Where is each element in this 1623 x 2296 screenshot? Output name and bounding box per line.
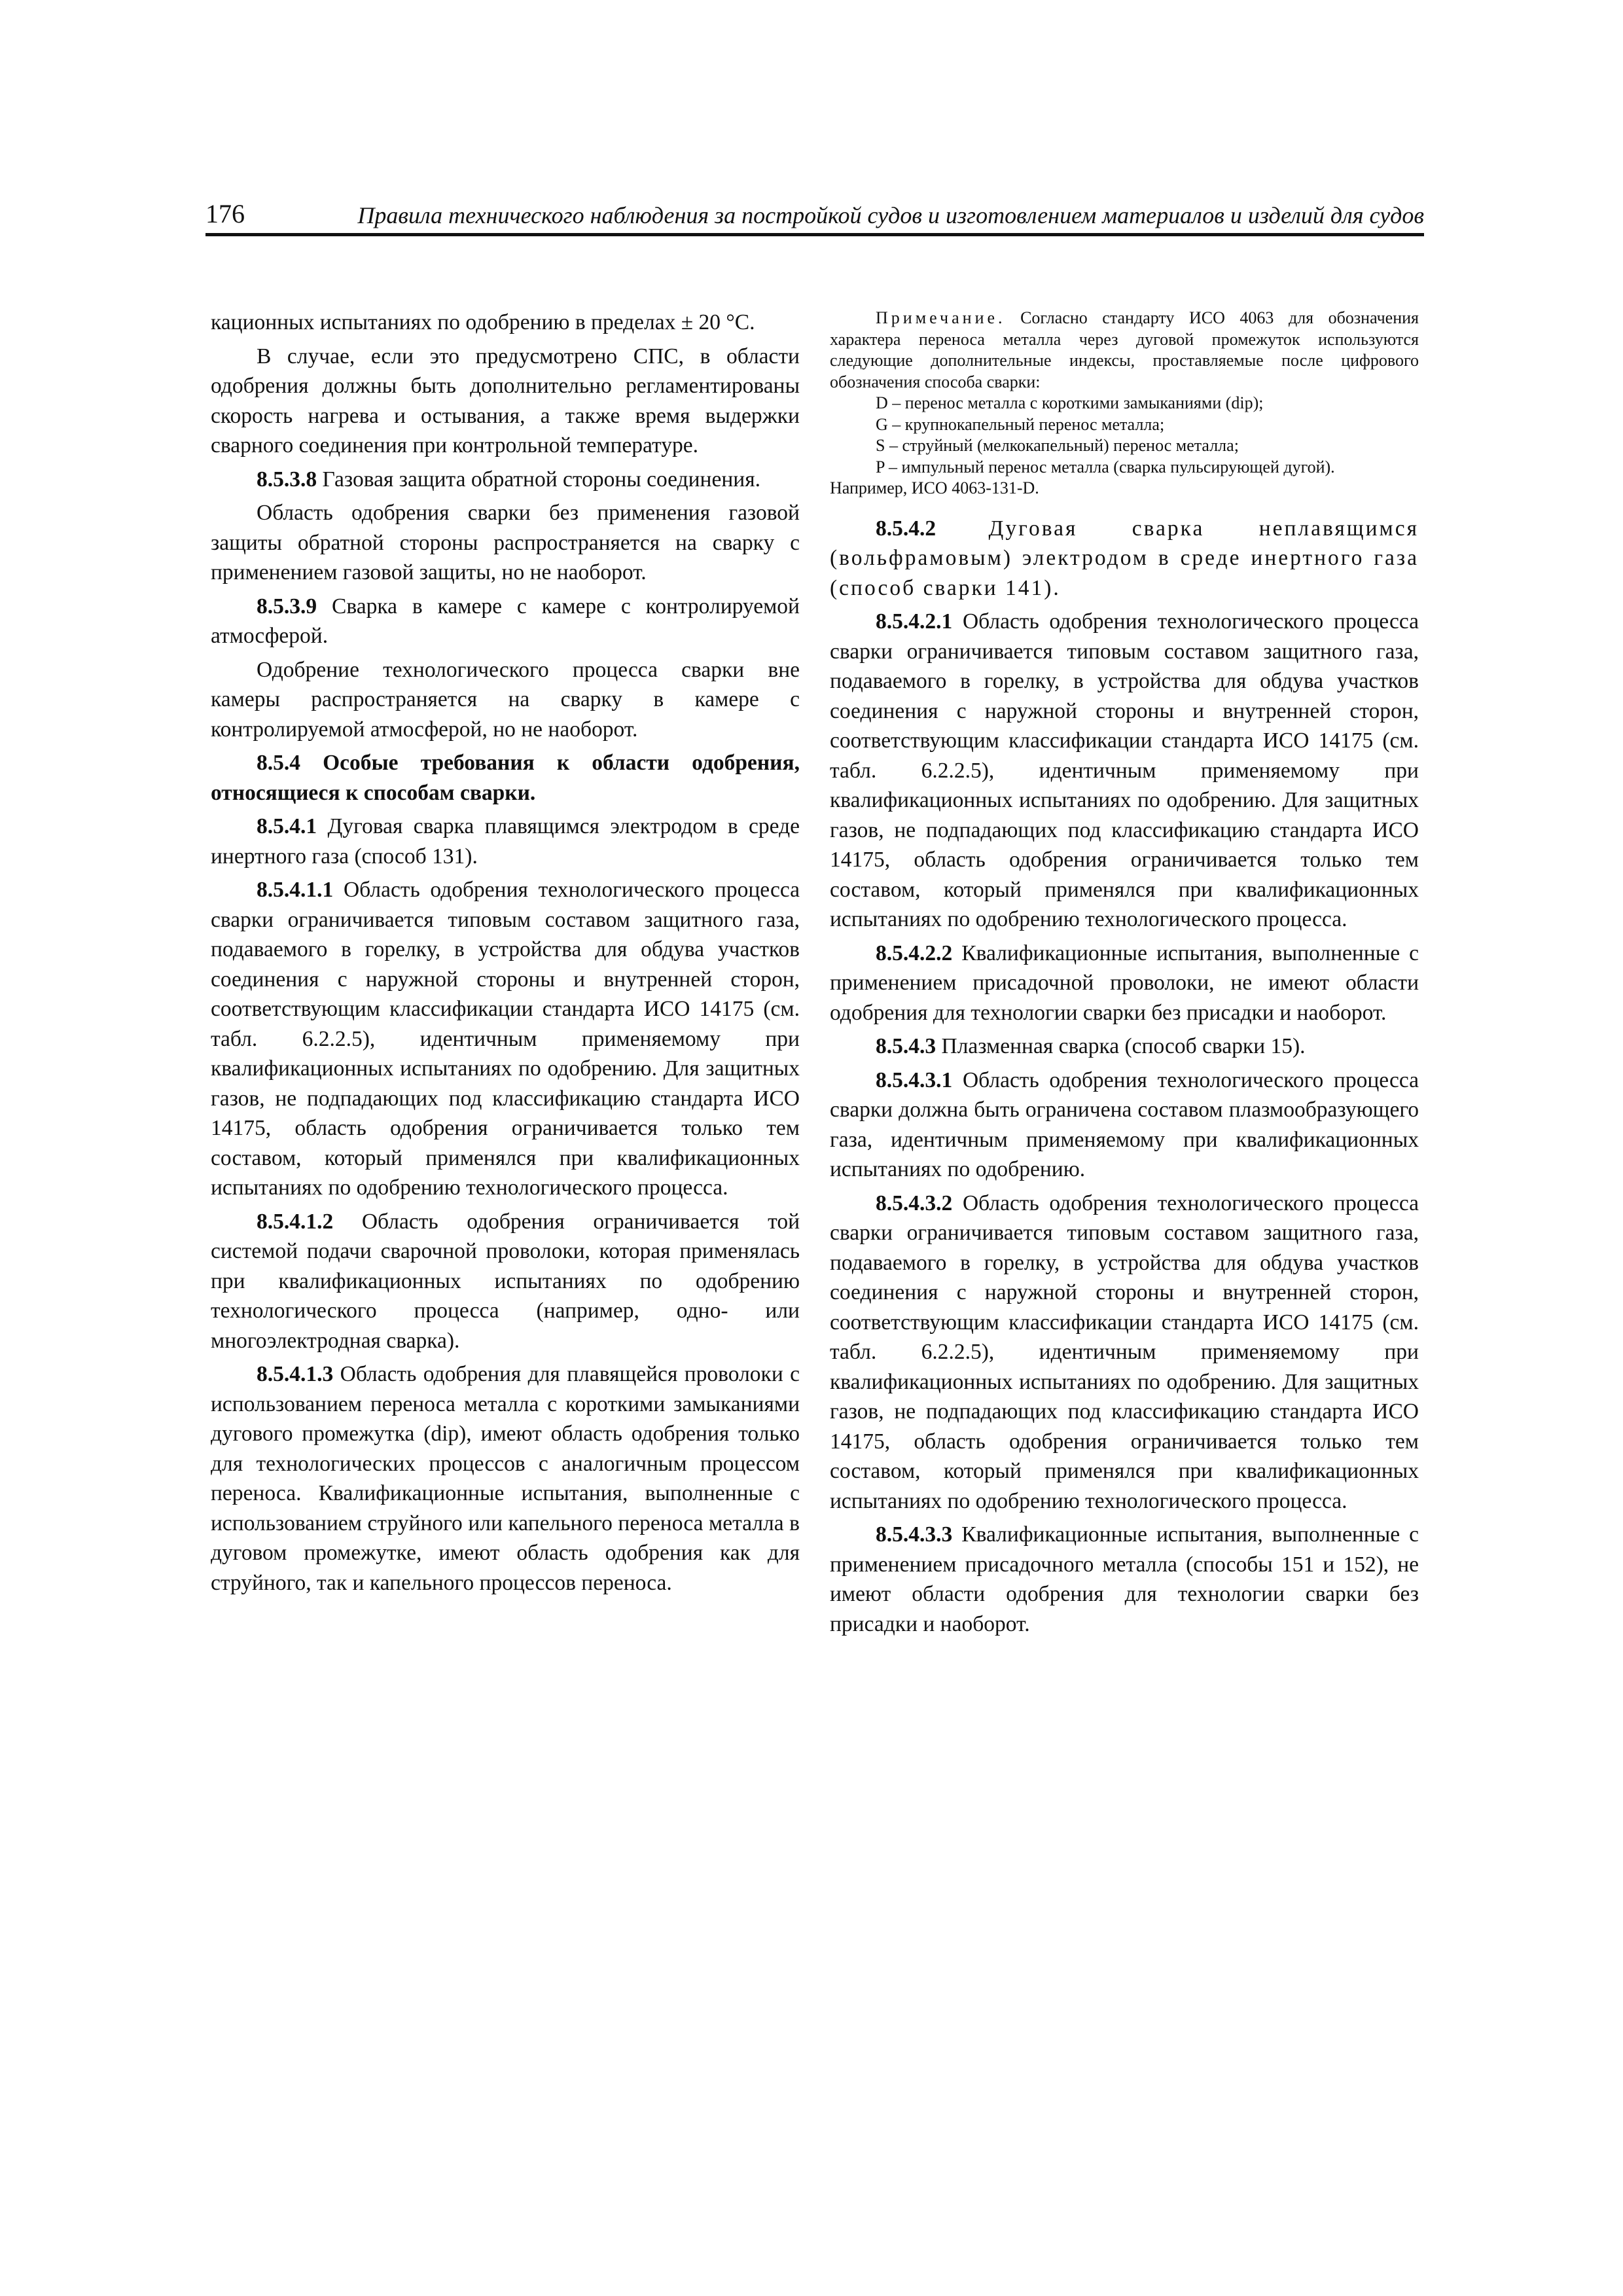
section-title: Сварка в камере с камере с контролируемой атмосферой. [211, 594, 800, 648]
section-number: 8.5.4.2 [876, 516, 936, 541]
paragraph [211, 812, 800, 871]
paragraph-text: Квалификационные испытания, выполненные с применением присадочного металла (способы 151 и 152), не имеют области одобрения для технологии сварки без присадки и наоборот. [830, 1522, 1419, 1636]
section-title: Газовая защита обратной стороны соединения. [322, 467, 760, 492]
paragraph-text: Область одобрения ограничивается той системой подачи сварочной проволоки, которая применялась при квалификационных испытаниях по одобрению технологического процесса (например, одно- или многоэлектродная сварка). [211, 1209, 800, 1353]
note-item: D – перенос металла с короткими замыканиями (dip); [876, 393, 1264, 412]
paragraph-text: Область одобрения технологического процесса сварки ограничивается типовым составом защитного газа, подаваемого в горелку, в устройства для обдува участков соединения с наружной стороны и внутренней сторон, соответствующим классификации стандарта ИСО 14175 (см. табл. 6.2.2.5), идентичным применяемому при квалификационных испытаниях по одобрению. Для защитных газов, не подпадающих под классификацию стандарта ИСО 14175, область одобрения ограничивается только тем составом, который применялся при квалификационных испытаниях по одобрению технологического процесса. [830, 1191, 1419, 1513]
paragraph [211, 875, 800, 1203]
note-text: Согласно стандарту ИСО 4063 для обозначения характера переноса металла через дуговой промежуток используются следующие дополнительные индексы, проставляемые после цифрового обозначения способа сварки: [830, 308, 1419, 391]
paragraph-text: Область одобрения для плавящейся проволоки с использованием переноса металла с короткими замыканиями дугового промежутка (dip), имеют область одобрения только для технологических процессов с аналогичным процессом переноса. Квалификационные испытания, выполненные с использованием струйного или капельного переноса металла в дуговом промежутке, имеют область одобрения как для струйного, так и капельного процессов переноса. [211, 1362, 800, 1595]
section-number: 8.5.4.2.2 [876, 941, 953, 965]
paragraph-text: Область одобрения технологического процесса сварки ограничивается типовым составом защитного газа, подаваемого в горелку, в устройства для обдува участков соединения с наружной стороны и внутренней сторон, соответствующим классификации стандарта ИСО 14175 (см. табл. 6.2.2.5), идентичным применяемому при квалификационных испытаниях по одобрению. Для защитных газов, не подпадающих под классификацию стандарта ИСО 14175, область одобрения ограничивается только тем составом, который применялся при квалификационных испытаниях по одобрению технологического процесса. [830, 609, 1419, 931]
header-title: Правила технического наблюдения за постройкой судов и изготовлением материалов и изделий для судов [357, 202, 1424, 228]
running-header [205, 196, 1424, 236]
note-block [830, 308, 1419, 499]
paragraph [211, 592, 800, 651]
section-number: 8.5.4.1 [257, 814, 317, 838]
paragraph: Одобрение технологического процесса сварки вне камеры распространяется на сварку в камере с контролируемой атмосферой, но не наоборот. [211, 657, 800, 742]
note-intro [830, 308, 1419, 393]
paragraph [211, 1207, 800, 1356]
note-label: Примечание. [876, 308, 1006, 327]
section-number: 8.5.3.8 [257, 467, 317, 492]
section-number: 8.5.4.3.2 [876, 1191, 953, 1215]
note-item: P – импульный перенос металла (сварка пульсирующей дугой). [876, 457, 1335, 476]
section-number: 8.5.4.1.1 [257, 878, 334, 902]
section-number: 8.5.4.1.2 [257, 1209, 334, 1234]
paragraph [211, 1359, 800, 1598]
paragraph: кационных испытаниях по одобрению в пределах ± 20 °С. [211, 310, 755, 334]
paragraph [211, 465, 800, 495]
section-number: 8.5.4.3.1 [876, 1067, 953, 1092]
note-item: G – крупнокапельный перенос металла; [876, 414, 1165, 434]
section-heading: 8.5.4 Особые требования к области одобрения, относящиеся к способам сварки. [211, 751, 800, 805]
paragraph [830, 1031, 1419, 1062]
note-item: S – струйный (мелкокапельный) перенос металла; [876, 436, 1239, 455]
section-number: 8.5.4.3.3 [876, 1522, 953, 1547]
paragraph: Область одобрения сварки без применения газовой защиты обратной стороны распространяется на сварку с применением газовой защиты, но не наоборот. [211, 501, 800, 584]
section-title: Плазменная сварка (способ сварки 15). [941, 1034, 1306, 1058]
paragraph [830, 514, 1419, 603]
paragraph-text: Квалификационные испытания, выполненные с применением присадочной проволоки, не имеют области одобрения для технологии сварки без присадки и наоборот. [830, 941, 1419, 1025]
paragraph [830, 607, 1419, 935]
page-number: 176 [205, 199, 245, 228]
paragraph [830, 1189, 1419, 1516]
paragraph [830, 1066, 1419, 1185]
right-column [830, 308, 1419, 1643]
paragraph-text: Область одобрения технологического процесса сварки ограничивается типовым составом защитного газа, подаваемого в горелку, в устройства для обдува участков соединения с наружной стороны и внутренней сторон, соответствующим классификации стандарта ИСО 14175 (см. табл. 6.2.2.5), идентичным применяемому при квалификационных испытаниях по одобрению. Для защитных газов, не подпадающих под классификацию стандарта ИСО 14175, область одобрения ограничивается только тем составом, который применялся при квалификационных испытаниях по одобрению технологического процесса. [211, 878, 800, 1200]
note-example: Например, ИСО 4063-131-D. [830, 478, 1039, 497]
paragraph-text: Область одобрения технологического процесса сварки должна быть ограничена составом плазмообразующего газа, идентичным применяемому при квалификационных испытаниях по одобрению. [830, 1067, 1419, 1181]
paragraph: В случае, если это предусмотрено СПС, в области одобрения должны быть дополнительно регламентированы скорость нагрева и остывания, а также время выдержки сварного соединения при контрольной температуре. [211, 344, 800, 457]
left-column [211, 308, 800, 1602]
paragraph [830, 939, 1419, 1028]
section-number: 8.5.4.2.1 [876, 609, 953, 634]
section-number: 8.5.4.3 [876, 1034, 936, 1058]
section-title: Дуговая сварка плавящимся электродом в среде инертного газа (способ 131). [211, 814, 800, 869]
section-number: 8.5.4.1.3 [257, 1362, 334, 1386]
section-number: 8.5.3.9 [257, 594, 317, 619]
section-title: Дуговая сварка неплавящимся (вольфрамовым) электродом в среде инертного газа (способ сварки 141). [830, 516, 1419, 600]
paragraph [830, 1520, 1419, 1639]
